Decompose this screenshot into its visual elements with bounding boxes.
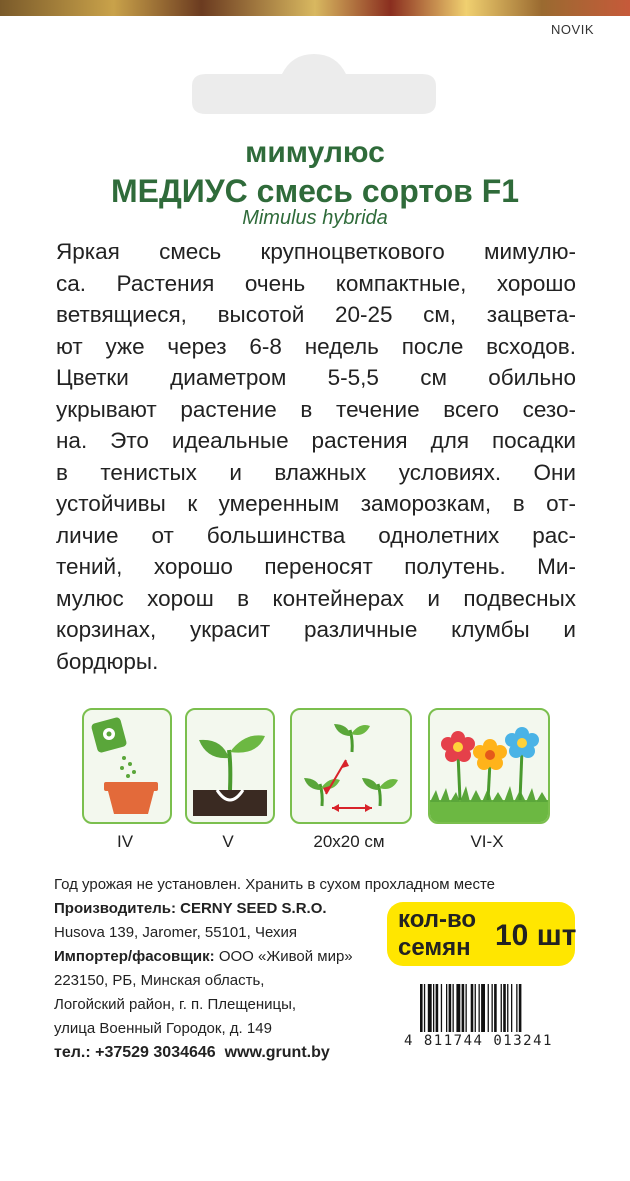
icon-label-distance: 20x20 см: [313, 832, 385, 851]
sowing-pot-icon: [82, 708, 172, 824]
seed-count-label-2: семян: [398, 934, 471, 961]
icon-label-flowering: VI-X: [470, 832, 504, 851]
planting-distance-icon: [290, 708, 412, 824]
barcode-digits: 4 811744 013241: [404, 1033, 553, 1049]
flowers-icon: [428, 708, 550, 824]
product-name: МЕДИУС смесь сортов F1: [110, 173, 520, 209]
address-line-2: Логойский район, г. п. Плещеницы,: [54, 996, 297, 1013]
seed-count-label-1: кол-во: [398, 906, 477, 933]
importer-name: ООО «Живой мир»: [218, 948, 353, 965]
description-line: устойчивы к умеренным заморозкам, в от-: [56, 491, 576, 516]
description-line: укрывают растение в течение всего сезо-: [56, 396, 576, 422]
importer: [54, 948, 353, 965]
address-line-1: 223150, РБ, Минская область,: [54, 972, 265, 989]
contacts: тел.: +37529 3034646 www.grunt.by: [54, 1044, 330, 1061]
description-line: Цветки диаметром 5-5,5 см обильно: [56, 365, 576, 390]
description: [56, 236, 576, 677]
description-line: на. Это идеальные растения для посадки: [56, 428, 576, 453]
description-line: Яркая смесь крупноцветкового мимулю-: [56, 239, 576, 264]
description-line: ветвящиеся, высотой 20-25 см, зацвета-: [56, 302, 576, 327]
description-line: тений, хорошо переносят полутень. Ми-: [56, 554, 576, 579]
address-line-3: улица Военный Городок, д. 149: [54, 1020, 272, 1037]
seedling-icon: [185, 708, 275, 824]
producer: Производитель: CERNY SEED S.R.O.: [54, 900, 327, 917]
product-category: мимулюс: [245, 136, 385, 169]
description-line: са. Растения очень компактные, хорошо: [56, 270, 576, 296]
seed-count-value: 10 шт: [495, 919, 577, 952]
description-line: бордюры.: [56, 648, 159, 674]
seed-count-label: [398, 906, 476, 962]
brand-label: NOVIK: [551, 22, 594, 37]
importer-label: Импортер/фасовщик:: [54, 948, 215, 965]
description-line: личие от большинства однолетних рас-: [56, 522, 576, 548]
harvest-note: Год урожая не установлен. Хранить в сухом прохладном месте: [54, 876, 495, 893]
description-line: мулюс хорош в контейнерах и подвесных: [56, 585, 576, 611]
description-line: ют уже через 6-8 недель после всходов.: [56, 333, 576, 359]
barcode: [420, 984, 576, 1032]
producer-address: Husova 139, Jaromer, 55101, Чехия: [54, 924, 297, 941]
description-line: корзинах, украсит различные клумбы и: [56, 617, 576, 642]
hanger-hole: [182, 52, 446, 116]
icon-label-sowing: IV: [116, 832, 134, 851]
latin-name: Mimulus hybrida: [242, 207, 388, 229]
description-line: в тенистых и влажных условиях. Они: [56, 459, 576, 485]
icon-label-seedling: V: [222, 832, 234, 851]
top-photo-strip: [0, 0, 630, 16]
